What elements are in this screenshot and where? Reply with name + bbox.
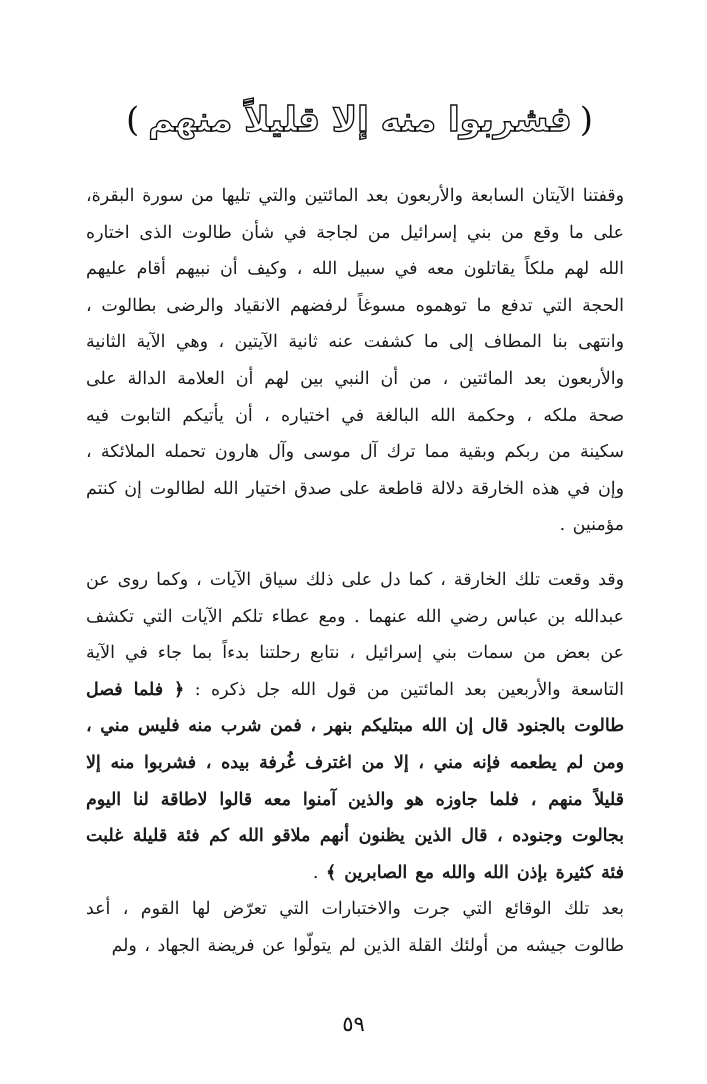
paragraph-2-end: . bbox=[312, 862, 326, 883]
title-open-bracket: ( bbox=[579, 100, 595, 140]
paragraph-3 bbox=[86, 891, 624, 964]
paragraph-1 bbox=[86, 178, 624, 544]
paragraph-2 bbox=[86, 562, 624, 891]
title-close-bracket: ) bbox=[125, 100, 141, 140]
paragraph-1-text: وقفتنا الآيتان السابعة والأربعون بعد المائتين والتي تليها من سورة البقرة، على ما وقع من بني إسرائيل من لجاجة في شأن طالوت الذى اختاره الله لهم ملكاً يقاتلون معه في سبيل الله ، وكيف أن نبيهم أقام عليهم الحجة التي تدفع ما توهموه مسوغاً لرفضهم الانقياد والرضى بطالوت ، وانتهى بنا المطاف إلى ما كشفت عنه ثانية الآيتين ، وهي الآية الثانية والأربعون بعد المائتين ، من أن النبي بين لهم أن العلامة الدالة على صحة ملكه ، وحكمة الله البالغة في اختياره ، أن يأتيكم التابوت فيه سكينة من ربكم وبقية مما ترك آل موسى وآل هارون تحمله الملائكة ، وإن في هذه الخارقة دلالة قاطعة على صدق اختيار الله لطالوت إن كنتم مؤمنين . bbox=[86, 186, 624, 536]
page-number: ٥٩ bbox=[342, 1012, 365, 1036]
chapter-title bbox=[125, 90, 595, 150]
paragraph-3-text: بعد تلك الوقائع التي جرت والاختبارات التي تعرّض لها القوم ، أعد طالوت جيشه من أولئك القلة الذين لم يتولّوا عن فريضة الجهاد ، ولم bbox=[86, 899, 624, 956]
quran-verse: ﴿ فلما فصل طالوت بالجنود قال إن الله مبتليكم بنهر ، فمن شرب منه فليس مني ، ومن لم يطعمه فإنه مني ، إلا من اغترف غُرفة بيده ، فشربوا منه إلا قليلاً منهم ، فلما جاوزه هو والذين آمنوا معه قالوا لاطاقة لنا اليوم بجالوت وجنوده ، قال الذين يظنون أنهم ملاقو الله كم فئة قليلة غلبت فئة كثيرة بإذن الله والله مع الصابرين ﴾ bbox=[86, 679, 624, 883]
body-text bbox=[86, 178, 624, 964]
paragraph-2-text: وقد وقعت تلك الخارقة ، كما دل على ذلك سياق الآيات ، وكما روى عن عبدالله بن عباس رضي الله عنهما . ومع عطاء تلكم الآيات التي تكشف عن بعض من سمات بني إسرائيل ، نتابع رحلتنا بدءاً بما جاء في الآية التاسعة والأربعين بعد المائتين من قول الله جل ذكره : bbox=[86, 569, 624, 700]
chapter-title-text: فشربوا منه إلا قليلاً منهم bbox=[148, 100, 572, 140]
